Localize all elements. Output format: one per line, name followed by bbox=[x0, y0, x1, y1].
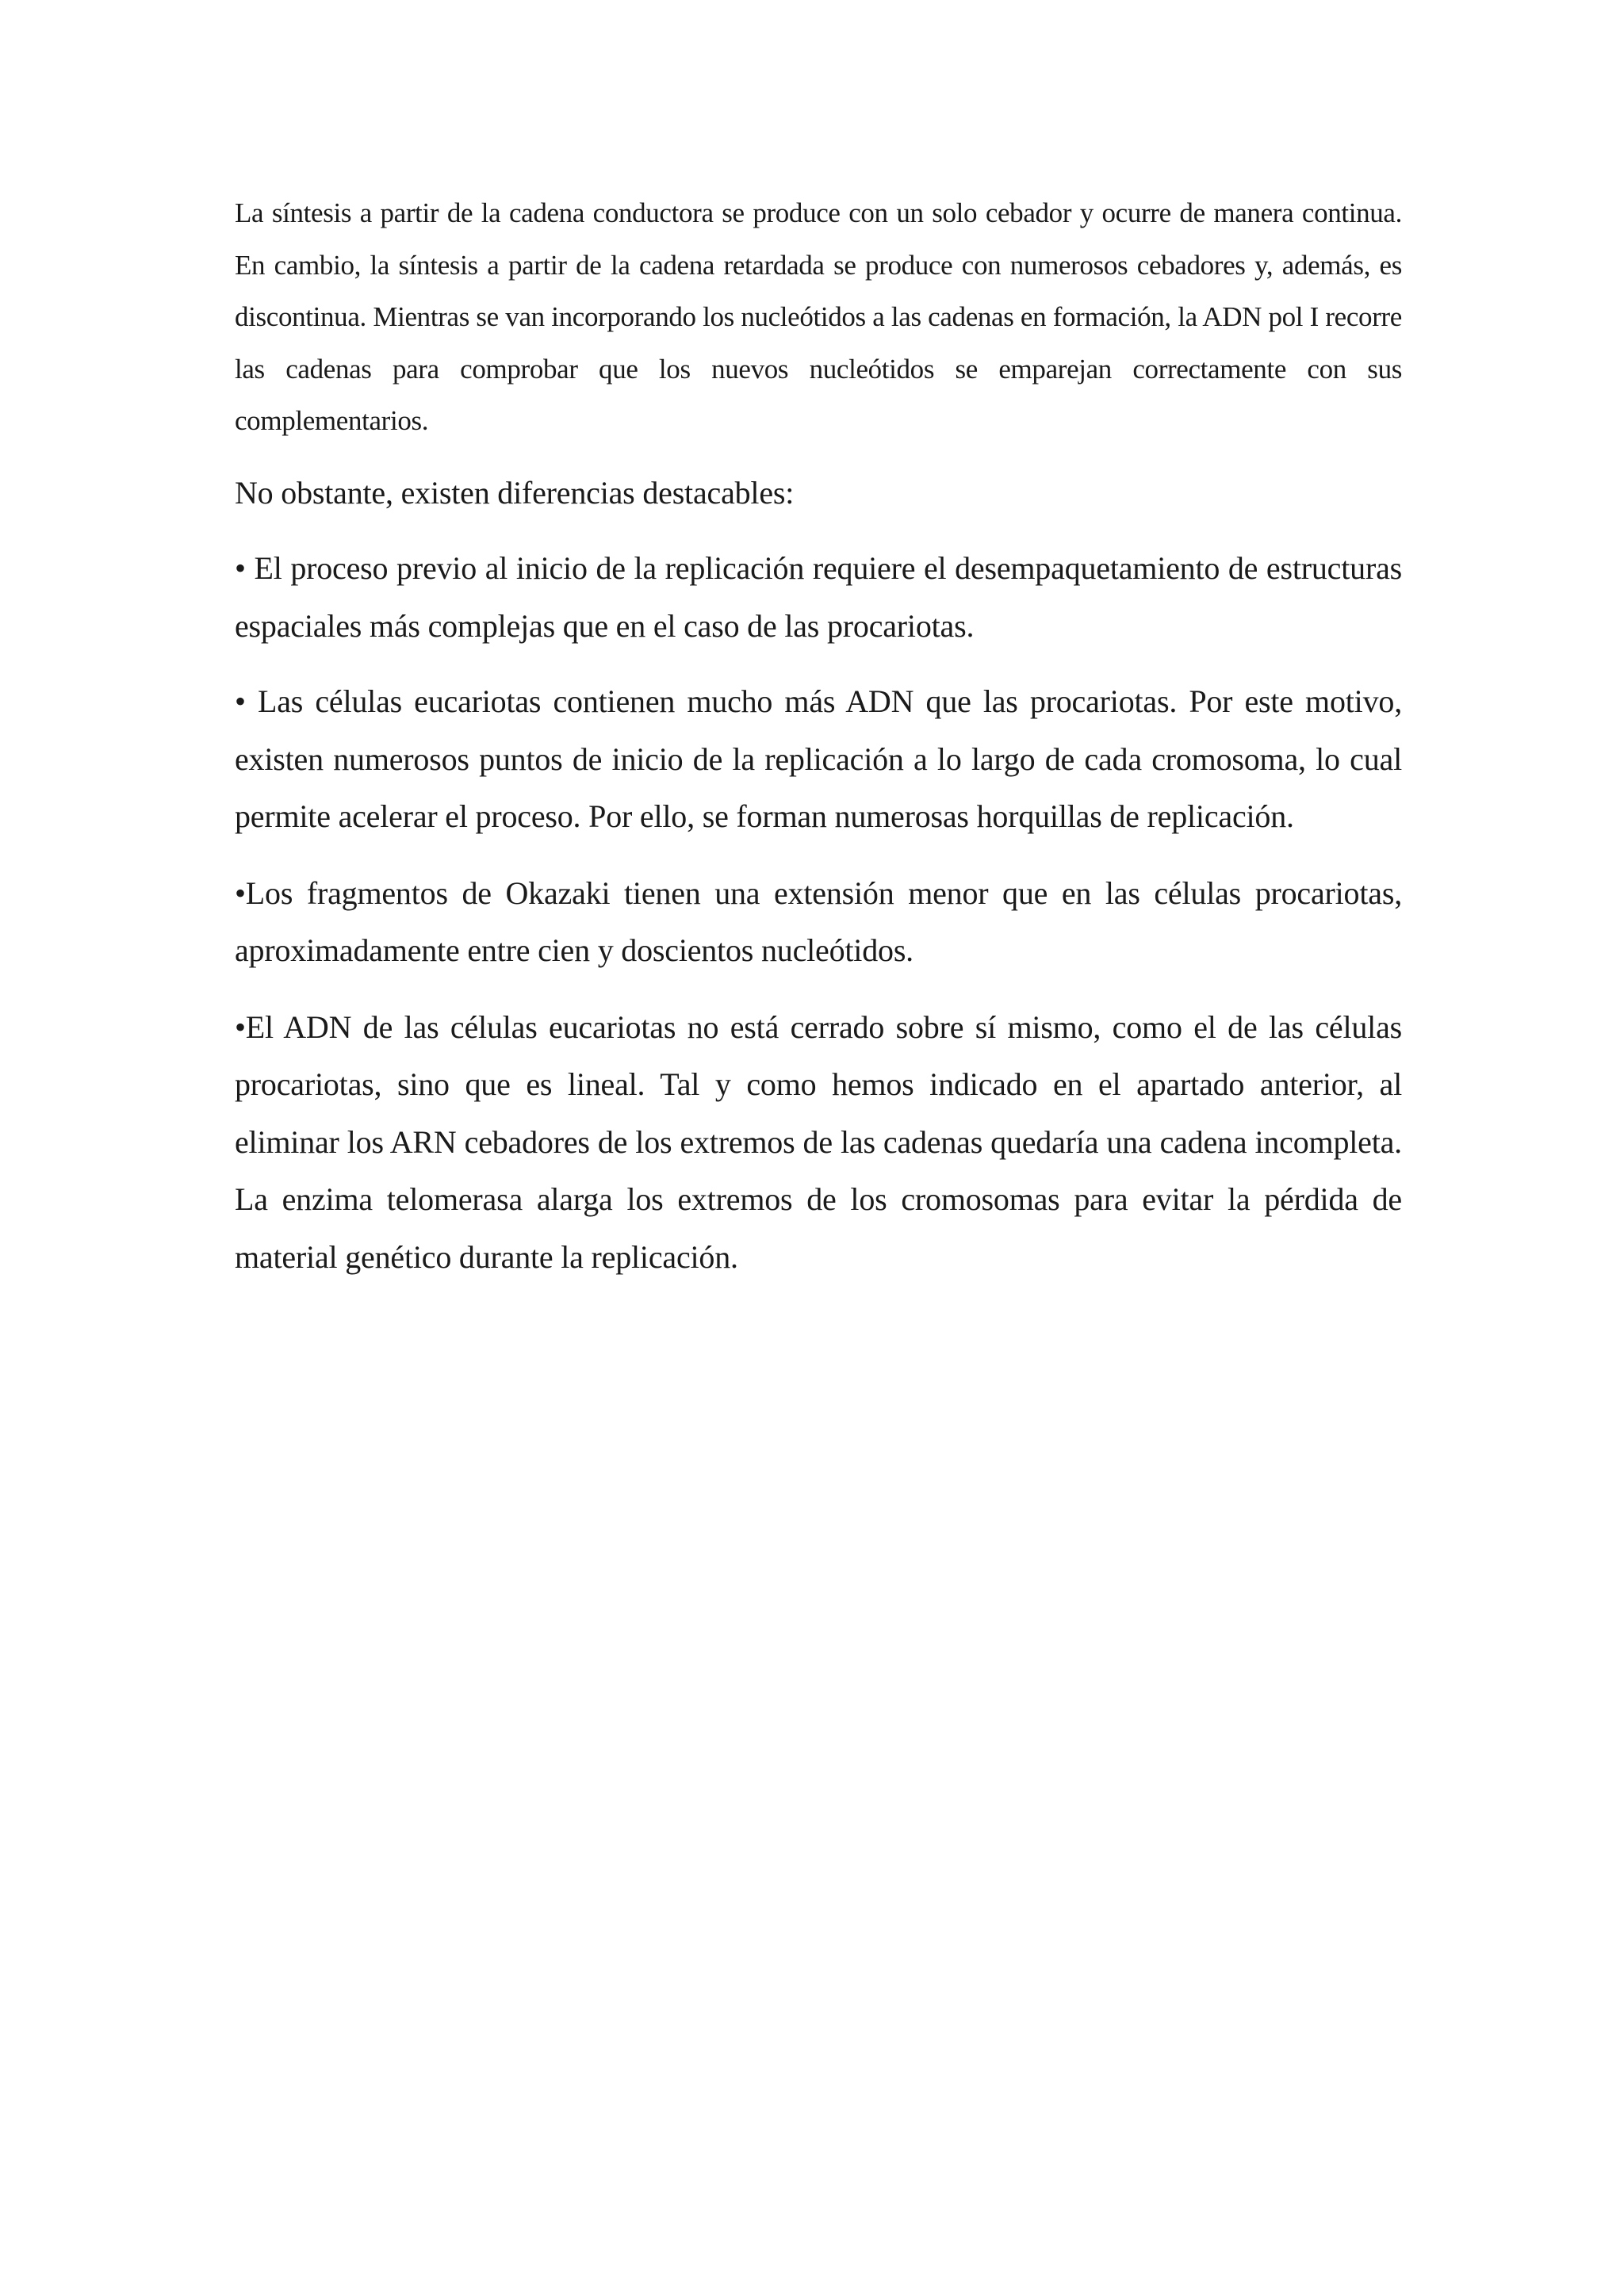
paragraph-differences-intro: No obstante, existen diferencias destacables: bbox=[235, 474, 795, 511]
bullet-origins: • Las células eucariotas contienen mucho más ADN que las procariotas. Por este motivo, existen numerosos puntos de inicio de la replicación a lo largo de cada cromosoma, lo cual permite acelerar el proceso. Por ello, se forman numerosas horquillas de replicación. bbox=[235, 683, 1402, 834]
document-body bbox=[235, 187, 1402, 1286]
bullet-telomerase: •El ADN de las células eucariotas no está cerrado sobre sí mismo, como el de las células procariotas, sino que es lineal. Tal y como hemos indicado en el apartado anterior, al eliminar los ARN cebadores de los extremos de las cadenas quedaría una cadena incompleta. La enzima telomerasa alarga los extremos de los cromosomas para evitar la pérdida de material genético durante la replicación. bbox=[235, 1008, 1402, 1275]
bullet-unpacking: • El proceso previo al inicio de la replicación requiere el desempaquetamiento de estructuras espaciales más complejas que en el caso de las procariotas. bbox=[235, 550, 1402, 644]
bullet-okazaki: •Los fragmentos de Okazaki tienen una extensión menor que en las células procariotas, aproximadamente entre cien y doscientos nucleótidos. bbox=[235, 874, 1402, 968]
paragraph-synthesis: La síntesis a partir de la cadena conductora se produce con un solo cebador y ocurre de manera continua. En cambio, la síntesis a partir de la cadena retardada se produce con numerosos cebadores y, además, es discontinua. Mientras se van incorporando los nucleótidos a las cadenas en formación, la ADN pol I recorre las cadenas para comprobar que los nuevos nucleótidos se emparejan correctamente con sus complementarios. bbox=[235, 197, 1402, 436]
